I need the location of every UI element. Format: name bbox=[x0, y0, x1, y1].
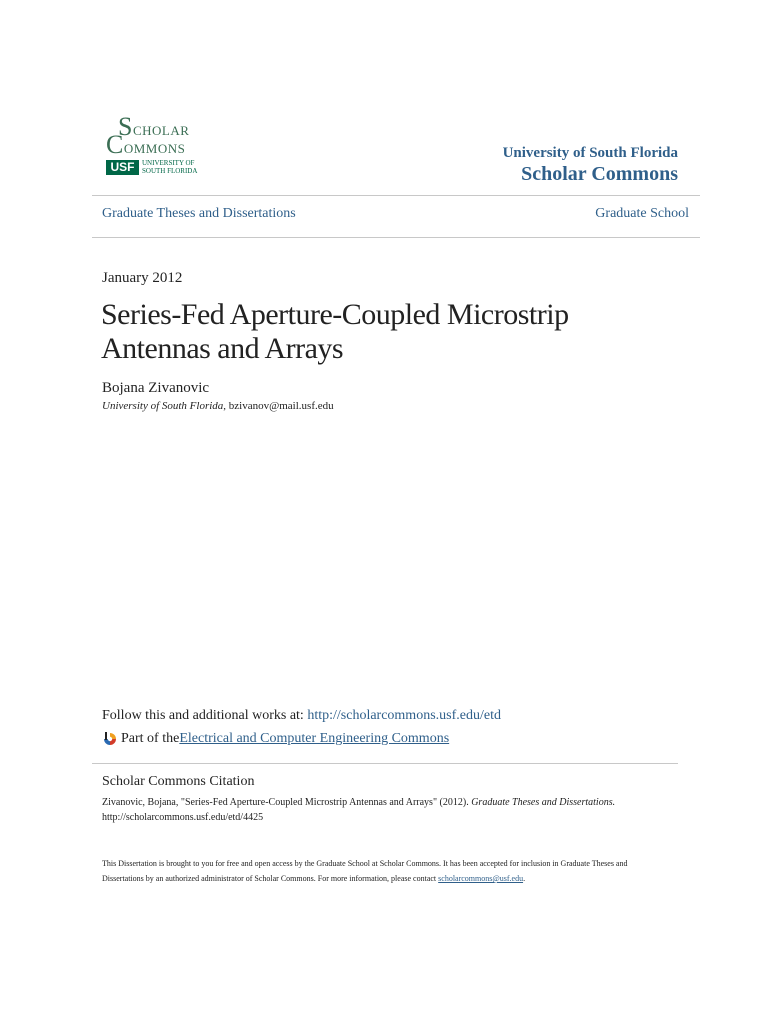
logo-commons-text: COMMONS bbox=[106, 130, 186, 159]
author-name: Bojana Zivanovic bbox=[102, 380, 210, 396]
access-notice bbox=[102, 856, 662, 886]
affiliation-separator: , bbox=[223, 400, 229, 412]
citation-rule bbox=[92, 763, 678, 764]
university-link[interactable]: University of South Florida bbox=[502, 145, 678, 161]
usf-line1: UNIVERSITY OF bbox=[142, 159, 195, 167]
citation-url: http://scholarcommons.usf.edu/etd/4425 bbox=[102, 812, 264, 823]
follow-url-link[interactable]: http://scholarcommons.usf.edu/etd bbox=[307, 708, 501, 723]
author-email: bzivanov@mail.usf.edu bbox=[228, 400, 334, 412]
document-title: Series-Fed Aperture-Coupled Microstrip Antennas and Arrays bbox=[101, 298, 569, 365]
affiliation-name: University of South Florida bbox=[102, 400, 224, 412]
graduate-school-link[interactable]: Graduate School bbox=[595, 206, 689, 221]
author-affiliation bbox=[102, 400, 334, 412]
bepress-logo-icon bbox=[102, 731, 118, 747]
follow-label: Follow this and additional works at: bbox=[102, 708, 308, 723]
usf-logo-icon: USF bbox=[106, 160, 139, 175]
notice-text: This Dissertation is brought to you for free and open access by the Graduate School at Scholar Commons. It has been accepted for inclusion in Graduate Theses and Dissertations by an authorized administrator of Scholar Commons. For more information, please contact bbox=[102, 859, 628, 883]
follow-line bbox=[102, 708, 501, 724]
part-of-label: Part of the bbox=[121, 731, 180, 746]
collection-link[interactable]: Graduate Theses and Dissertations bbox=[102, 206, 296, 221]
citation-heading: Scholar Commons Citation bbox=[102, 774, 255, 789]
notice-end: . bbox=[523, 874, 526, 883]
usf-line2: SOUTH FLORIDA bbox=[142, 167, 198, 175]
repository-header bbox=[503, 144, 678, 186]
ece-commons-link[interactable]: Electrical and Computer Engineering Commons bbox=[179, 731, 450, 746]
logo-scholar-text: SCHOLAR bbox=[118, 112, 190, 141]
scholar-commons-link[interactable]: Scholar Commons bbox=[521, 163, 678, 185]
contact-email-link[interactable]: scholarcommons@usf.edu bbox=[438, 874, 524, 883]
citation-plain: Zivanovic, Bojana, "Series-Fed Aperture-Coupled Microstrip Antennas and Arrays" (2012). bbox=[102, 797, 472, 808]
header-rule-bottom bbox=[92, 237, 700, 238]
citation-series: Graduate Theses and Dissertations. bbox=[471, 797, 616, 808]
citation-text bbox=[102, 795, 662, 825]
header-rule-top bbox=[92, 195, 700, 196]
part-of-line bbox=[102, 731, 449, 747]
publication-date: January 2012 bbox=[102, 270, 183, 286]
scholar-commons-logo[interactable] bbox=[104, 114, 204, 178]
